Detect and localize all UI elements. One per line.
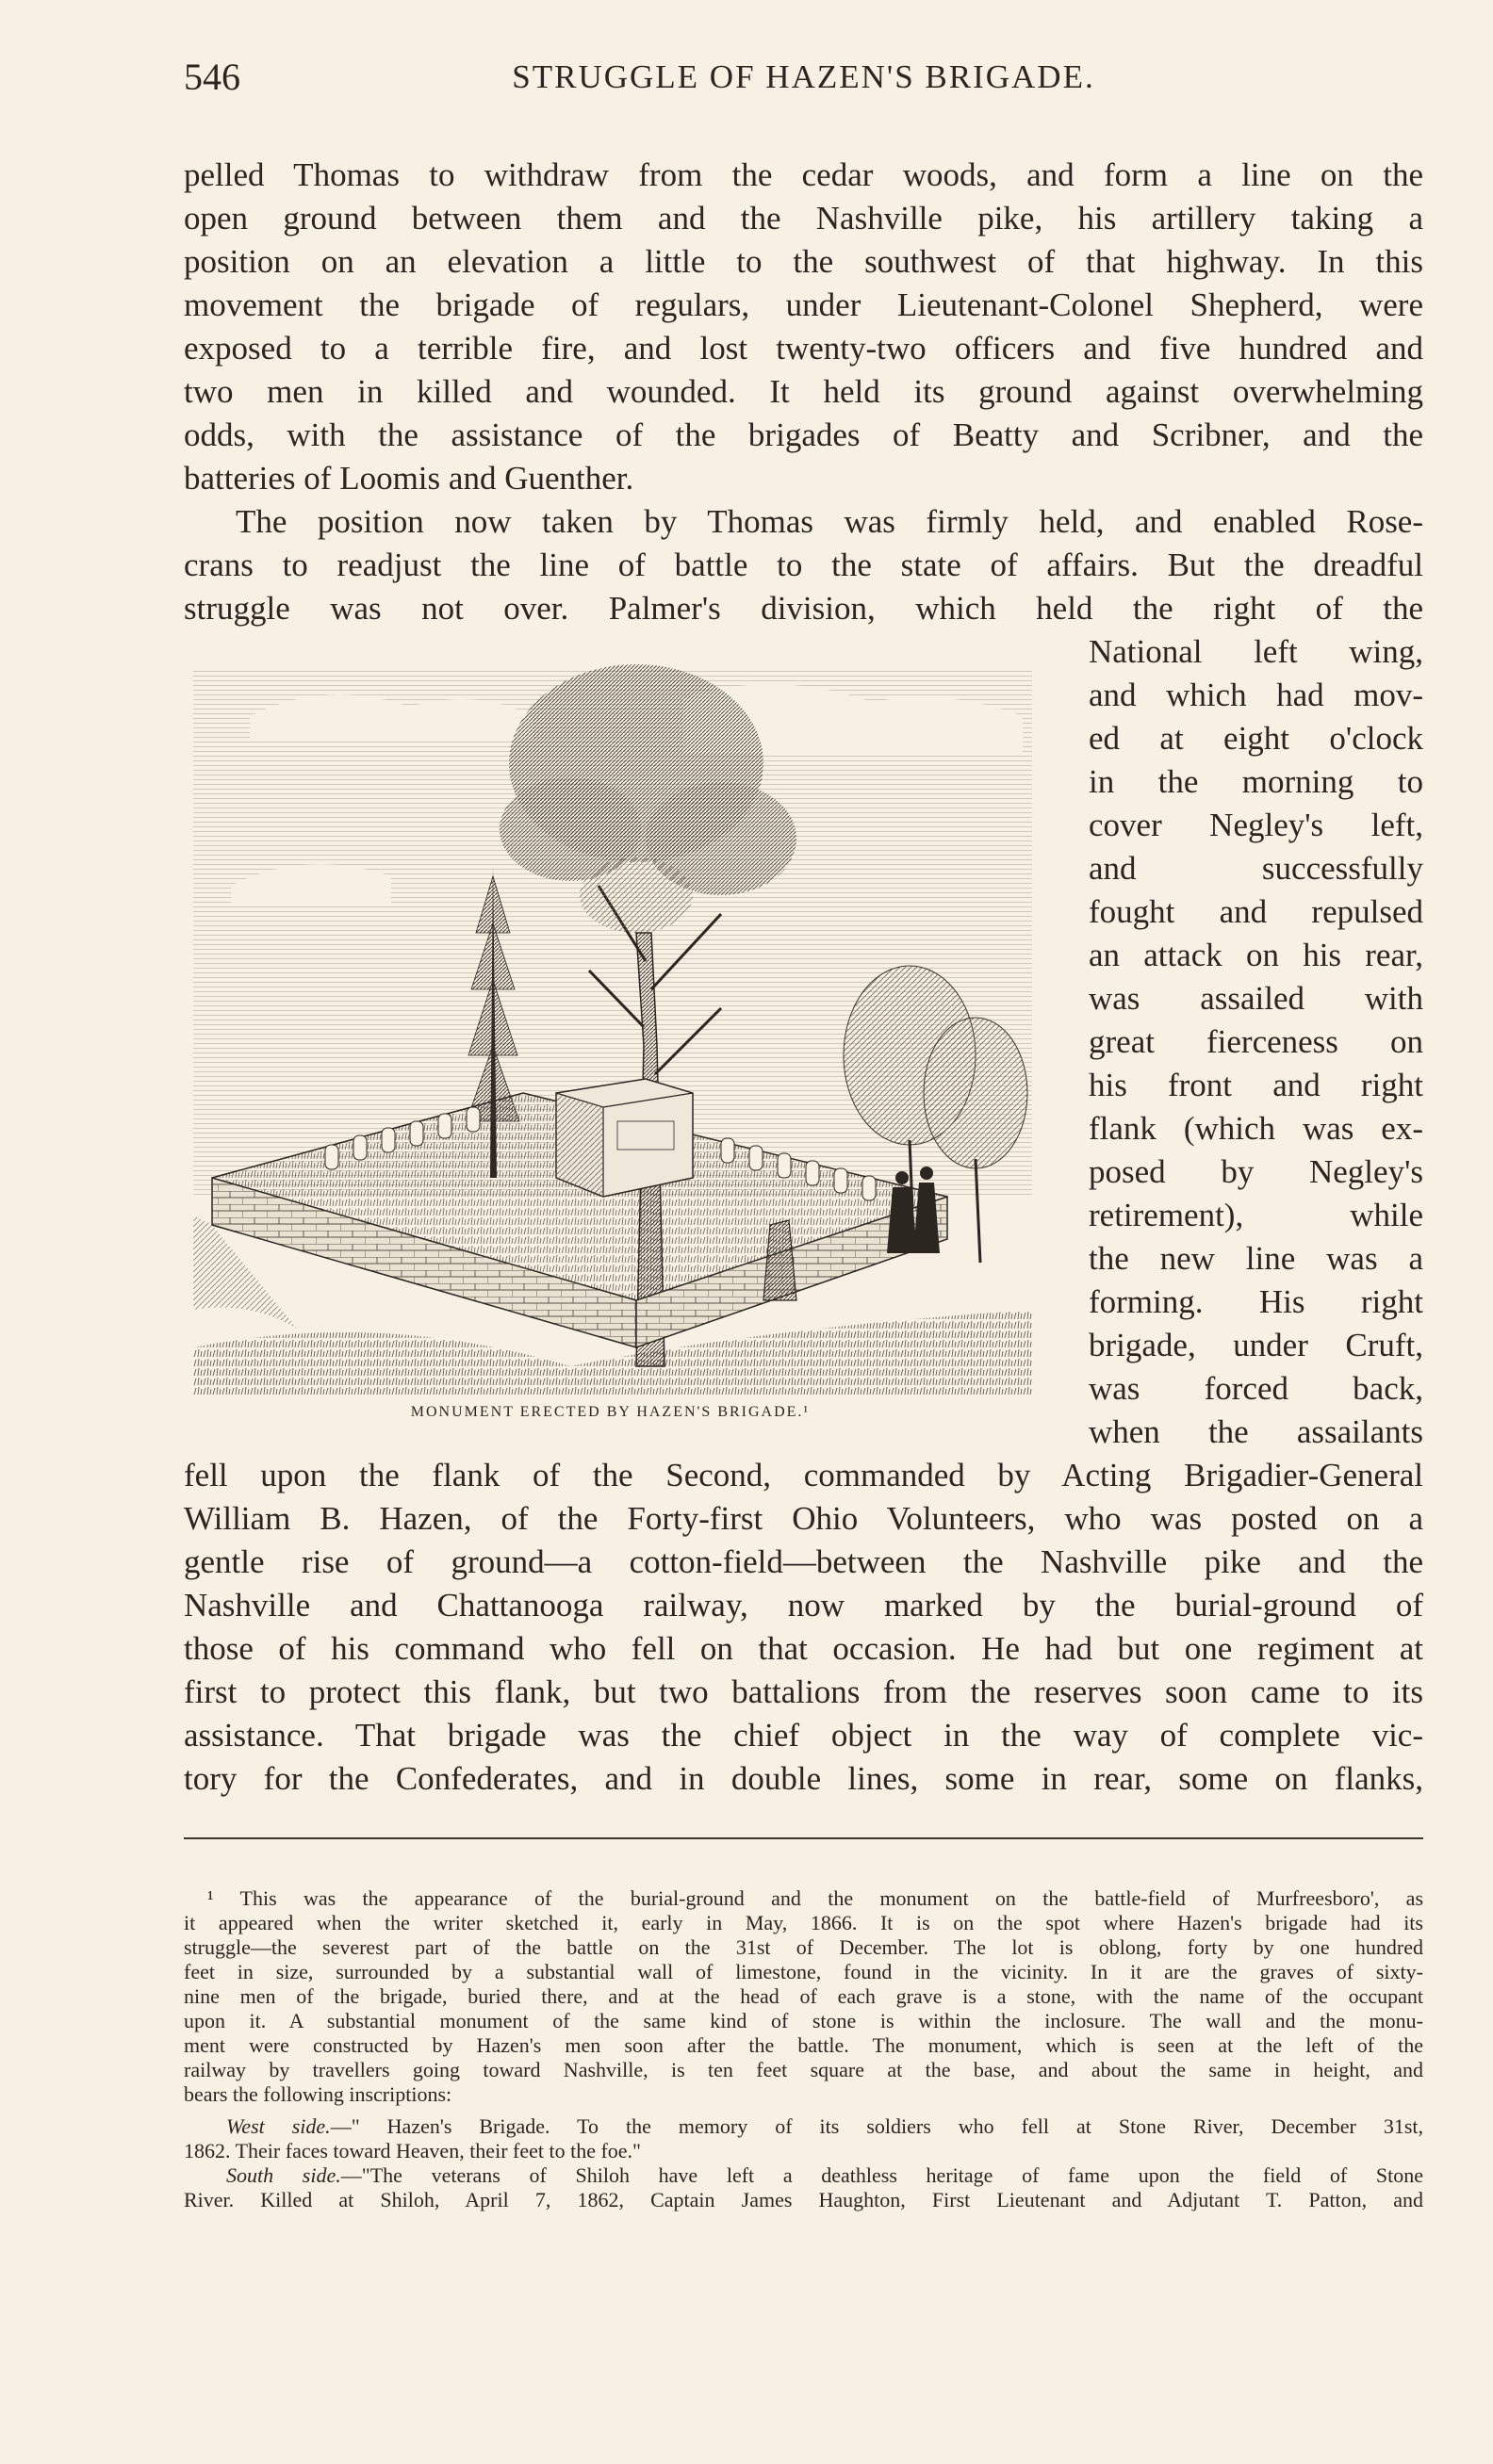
south-side-text: —"The veterans of Shiloh have left a deathless heritage of fame upon the field of Stone	[340, 2163, 1423, 2187]
side-line: and successfully	[1089, 850, 1423, 887]
footnote-line: ment were constructed by Hazen's men soon after the battle. The monument, which is seen at the left of the	[184, 2033, 1423, 2057]
footnote-rule	[184, 1837, 1423, 1839]
side-line: when the assailants	[1089, 1413, 1423, 1450]
side-line: cover Negley's left,	[1089, 807, 1423, 843]
footnote-line: 1862. Their faces toward Heaven, their feet to the foe."	[184, 2139, 642, 2162]
body-line: William B. Hazen, of the Forty-first Ohio Volunteers, who was posted on a	[184, 1500, 1423, 1537]
body-line: odds, with the assistance of the brigades of Beatty and Scribner, and the	[184, 416, 1423, 453]
side-line: in the morning to	[1089, 763, 1423, 800]
monument-engraving	[193, 650, 1042, 1395]
body-line: those of his command who fell on that occasion. He had but one regiment at	[184, 1630, 1423, 1667]
south-side-label: South side.	[226, 2163, 341, 2187]
body-line: first to protect this flank, but two battalions from the reserves soon came to its	[184, 1673, 1423, 1710]
side-line: posed by Negley's	[1089, 1153, 1423, 1190]
page-number: 546	[184, 56, 240, 98]
body-line: assistance. That brigade was the chief object in the way of complete vic-	[184, 1717, 1423, 1754]
side-line: an attack on his rear,	[1089, 937, 1423, 973]
west-side-label: West side.	[226, 2114, 331, 2138]
body-line: pelled Thomas to withdraw from the cedar woods, and form a line on the	[184, 156, 1423, 193]
body-line: two men in killed and wounded. It held its ground against overwhelming	[184, 373, 1423, 410]
footnote-line: nine men of the brigade, buried there, and at the head of each grave is a stone, with the name of the occupant	[184, 1984, 1423, 2008]
body-line: gentle rise of ground—a cotton-field—between the Nashville pike and the	[184, 1543, 1423, 1580]
body-line: tory for the Confederates, and in double lines, some in rear, some on flanks,	[184, 1760, 1423, 1797]
body-line: struggle was not over. Palmer's division, which held the right of the	[184, 590, 1423, 627]
body-line: exposed to a terrible fire, and lost twenty-two officers and five hundred and	[184, 330, 1423, 367]
footnote-line: bears the following inscriptions:	[184, 2082, 452, 2106]
side-line: and which had mov-	[1089, 677, 1423, 713]
monument-illustration	[184, 650, 1037, 1420]
footnote-south-side	[226, 2163, 1423, 2188]
west-side-text: —" Hazen's Brigade. To the memory of its soldiers who fell at Stone River, December 31st,	[330, 2114, 1423, 2138]
footnote-line: upon it. A substantial monument of the same kind of stone is within the inclosure. The wall and the monu-	[184, 2009, 1423, 2032]
side-line: great fierceness on	[1089, 1023, 1423, 1060]
running-title: STRUGGLE OF HAZEN'S BRIGADE.	[512, 58, 1095, 95]
body-line: Nashville and Chattanooga railway, now marked by the burial-ground of	[184, 1587, 1423, 1624]
footnote-line: railway by travellers going toward Nashville, is ten feet square at the base, and about the same in height, and	[184, 2058, 1423, 2081]
side-line: was assailed with	[1089, 980, 1423, 1017]
footnote-line: feet in size, surrounded by a substantial wall of limestone, found in the vicinity. In it are the graves of sixty-	[184, 1960, 1423, 1983]
side-line: National left wing,	[1089, 633, 1423, 670]
body-line: open ground between them and the Nashville pike, his artillery taking a	[184, 200, 1423, 237]
footnote-line: ¹ This was the appearance of the burial-ground and the monument on the battle-field of Murfreesboro', as	[207, 1886, 1423, 1910]
figure-caption: MONUMENT ERECTED BY HAZEN'S BRIGADE.¹	[410, 1404, 811, 1420]
footnote-line: struggle—the severest part of the battle on the 31st of December. The lot is oblong, forty by one hundred	[184, 1935, 1423, 1959]
body-line: The position now taken by Thomas was firmly held, and enabled Rose-	[236, 503, 1423, 540]
body-line: fell upon the flank of the Second, commanded by Acting Brigadier-General	[184, 1457, 1423, 1493]
side-line: was forced back,	[1089, 1370, 1423, 1407]
side-line: forming. His right	[1089, 1283, 1423, 1320]
side-line: fought and repulsed	[1089, 893, 1423, 930]
footnote-west-side	[226, 2114, 1423, 2139]
footnote-line: it appeared when the writer sketched it, early in May, 1866. It is on the spot where Hazen's brigade had its	[184, 1911, 1423, 1934]
side-line: flank (which was ex-	[1089, 1110, 1423, 1147]
side-line: the new line was a	[1089, 1240, 1423, 1277]
body-line: batteries of Loomis and Guenther.	[184, 460, 634, 497]
side-line: ed at eight o'clock	[1089, 720, 1423, 757]
side-line: brigade, under Cruft,	[1089, 1327, 1423, 1363]
footnote-line: River. Killed at Shiloh, April 7, 1862, Captain James Haughton, First Lieutenant and Adjutant T. Patton, and	[184, 2188, 1423, 2211]
side-line: his front and right	[1089, 1067, 1423, 1103]
body-line: position on an elevation a little to the southwest of that highway. In this	[184, 243, 1423, 280]
body-line: crans to readjust the line of battle to the state of affairs. But the dreadful	[184, 547, 1423, 583]
body-line: movement the brigade of regulars, under Lieutenant-Colonel Shepherd, were	[184, 286, 1423, 323]
side-line: retirement), while	[1089, 1197, 1423, 1233]
